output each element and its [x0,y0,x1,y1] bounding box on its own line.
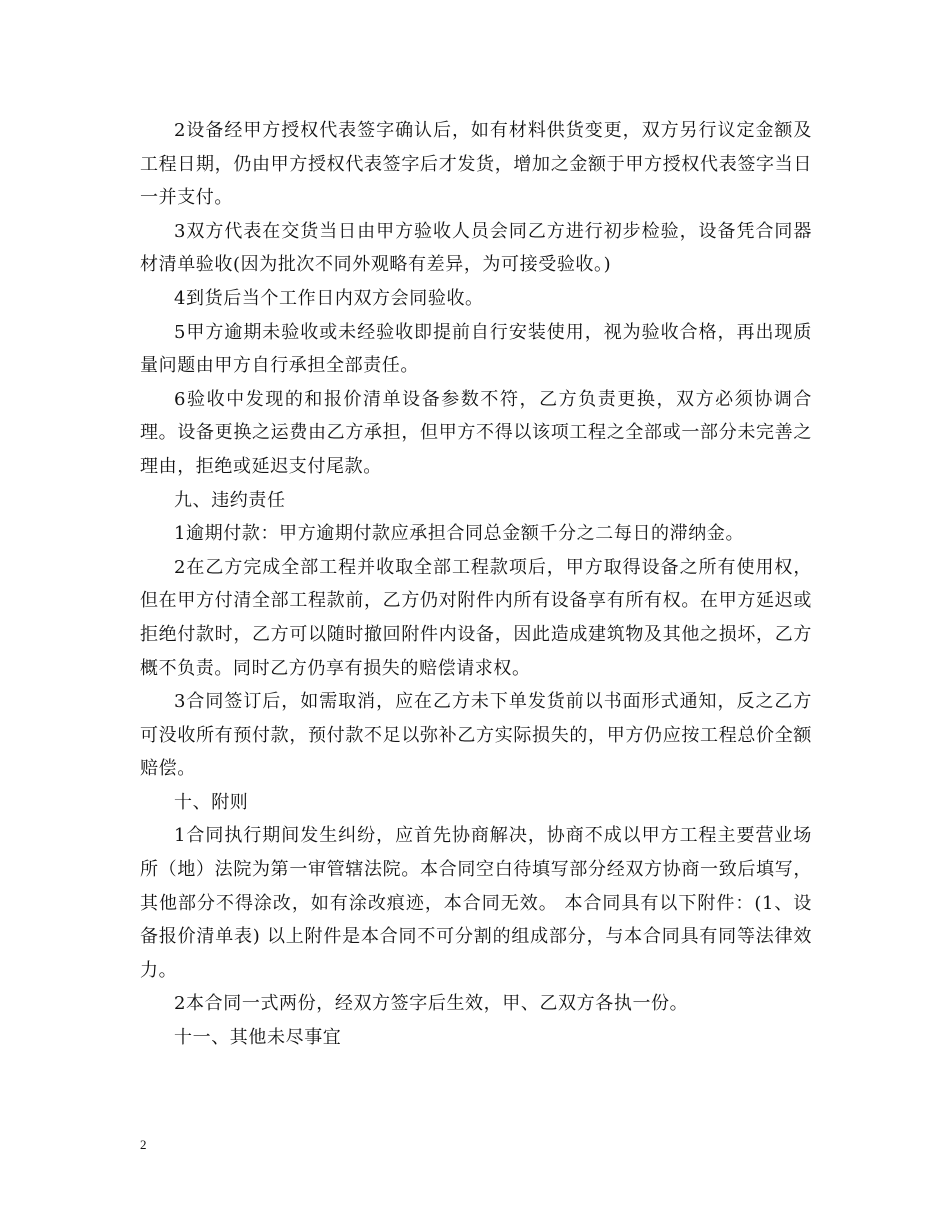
paragraph-clause-4: 4到货后当个工作日内双方会同验收。 [174,287,484,309]
paragraph-clause-6: 6验收中发现的和报价清单设备参数不符，乙方负责更换，双方必须协调合理。设备更换之运费由乙方承担，但甲方不得以该项工程之全部或一部分未完善之理由，拒绝或延迟支付尾款。 [140,388,812,477]
paragraph-liability-1: 1逾期付款：甲方逾期付款应承担合同总金额千分之二每日的滞纳金。 [174,523,745,545]
paragraph-liability-2: 2在乙方完成全部工程并收取全部工程款项后，甲方取得设备之所有使用权，但在甲方付清全部工程款前，乙方仍对附件内所有设备享有所有权。在甲方延迟或拒绝付款时，乙方可以随时撤回附件内设备，因此造成建筑物及其他之损坏，乙方概不负责。同时乙方仍享有损失的赔偿请求权。 [140,556,812,679]
paragraph-clause-5: 5甲方逾期未验收或未经验收即提前自行安装使用，视为验收合格，再出现质量问题由甲方自行承担全部责任。 [140,321,812,377]
section-heading-appendix: 十、附则 [174,791,249,813]
paragraph-clause-3: 3双方代表在交货当日由甲方验收人员会同乙方进行初步检验，设备凭合同器材清单验收(因为批次不同外观略有差异，为可接受验收。) [140,220,812,276]
paragraph-clause-2: 2设备经甲方授权代表签字确认后，如有材料供货变更，双方另行议定金额及工程日期，仍由甲方授权代表签字后才发货，增加之金额于甲方授权代表签字当日一并支付。 [140,120,812,209]
paragraph-appendix-1: 1合同执行期间发生纠纷，应首先协商解决，协商不成以甲方工程主要营业场所（地）法院为第一审管辖法院。本合同空白待填写部分经双方协商一致后填写，其他部分不得涂改，如有涂改痕迹，本合同无效。 本合同具有以下附件：(1、设备报价清单表) 以上附件是本合同不可分割的组成部分，与本合同具有同等法律效力。 [140,825,812,981]
paragraph-liability-3: 3合同签订后，如需取消，应在乙方未下单发货前以书面形式通知，反之乙方可没收所有预付款，预付款不足以弥补乙方实际损失的，甲方仍应按工程总价全额赔偿。 [140,691,812,780]
paragraph-appendix-2: 2本合同一式两份，经双方签字后生效，甲、乙双方各执一份。 [174,993,689,1015]
document-body [140,114,812,1055]
section-heading-other-matters: 十一、其他未尽事宜 [174,1027,342,1049]
page-number: 2 [140,1137,147,1152]
section-heading-liability: 九、违约责任 [174,489,286,511]
